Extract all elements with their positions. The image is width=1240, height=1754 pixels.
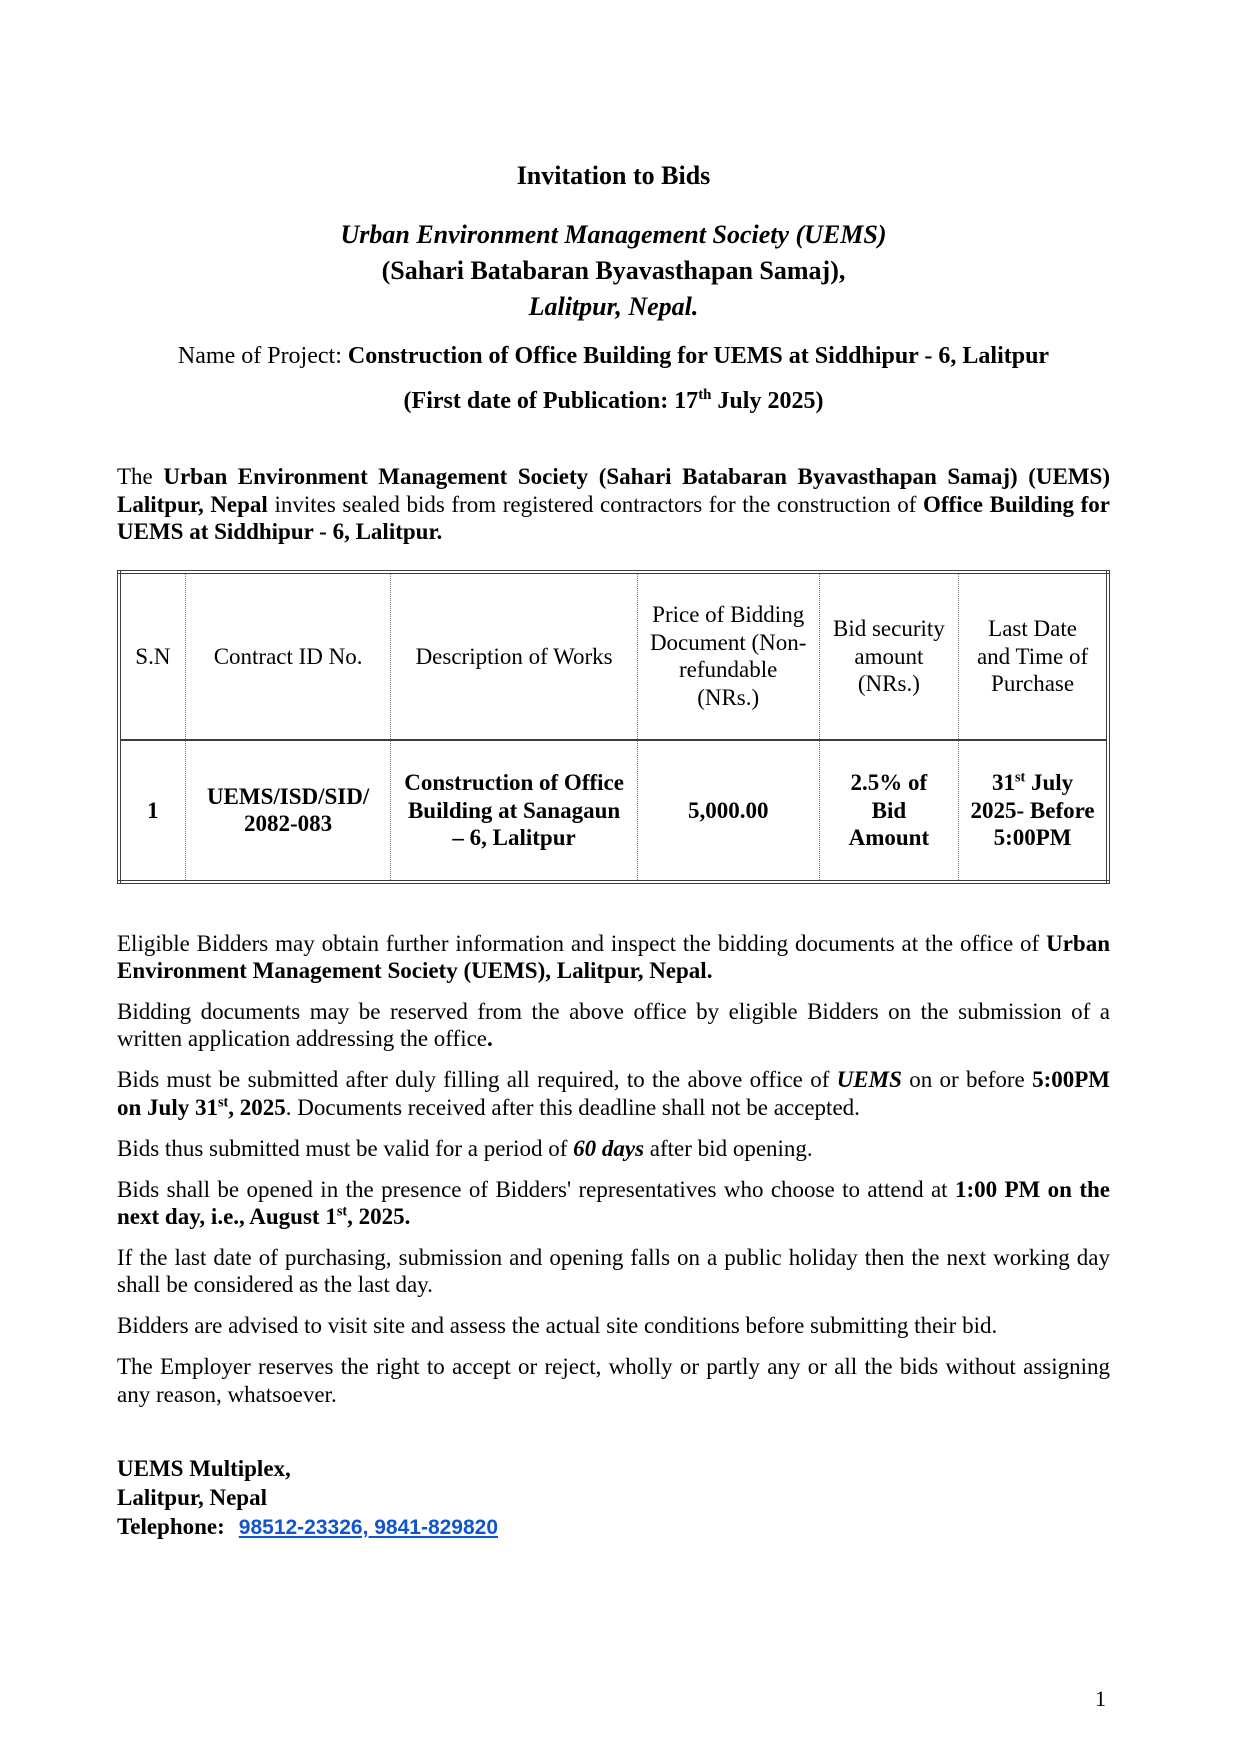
paragraph-employer-rights: The Employer reserves the right to accept or reject, wholly or partly any or all the bids without assigning any reason, whatsoever. [117, 1354, 1110, 1407]
col-header-sn: S.N [135, 643, 171, 669]
cell-last-date: 31st July 2025- Before 5:00PM [959, 740, 1108, 882]
paragraph-obtain-info: Eligible Bidders may obtain further information and inspect the bidding documents at the office of Urban Environment Management Society (UEMS), Lalitpur, Nepal. [117, 930, 1110, 984]
page-number: 1 [1095, 1686, 1106, 1711]
bid-table [117, 570, 1110, 884]
table-header-row [119, 572, 1108, 740]
col-header-last-date: Last Date and Time of Purchase [959, 572, 1108, 740]
col-header-price: Price of Bidding Document (Non-refundable (NRs.) [637, 572, 819, 740]
footer-location: Lalitpur, Nepal [117, 1484, 267, 1510]
telephone-link[interactable]: 98512-23326, 9841-829820 [238, 1516, 499, 1540]
contract-id-line2: 2082-083 [244, 811, 333, 837]
org-location: Lalitpur, Nepal. [528, 291, 699, 321]
publication-date-line: (First date of Publication: 17th July 2025) [403, 387, 824, 414]
org-name-nepali: (Sahari Batabaran Byavasthapan Samaj), [381, 256, 846, 286]
cell-price: 5,000.00 [637, 740, 819, 882]
cell-contract-id [185, 740, 391, 882]
paragraph-bid-opening: Bids shall be opened in the presence of Bidders' representatives who choose to attend at 1:00 PM on the next day, i.e., August 1st, 2025. [117, 1176, 1110, 1229]
col-header-contract-id: Contract ID No. [185, 572, 391, 740]
paragraph-reserve-documents: Bidding documents may be reserved from the above office by eligible Bidders on the submission of a written application addressing the office. [117, 999, 1110, 1052]
intro-paragraph: The Urban Environment Management Society (Sahari Batabaran Byavasthapan Samaj) (UEMS) Lalitpur, Nepal invites sealed bids from registered contractors for the construction of Office Building for UEMS at Siddhipur - 6, Lalitpur. [117, 464, 1110, 545]
table-row [119, 740, 1108, 882]
contract-id-line1: UEMS/ISD/SID/ [206, 783, 370, 809]
contact-block [117, 1454, 1110, 1542]
telephone-line [117, 1512, 1110, 1542]
document-title: Invitation to Bids [516, 161, 711, 190]
col-header-bid-security: Bid security amount (NRs.) [819, 572, 958, 740]
col-header-description: Description of Works [391, 572, 637, 740]
footer-org-name: UEMS Multiplex, [117, 1455, 291, 1481]
org-name: Urban Environment Management Society (UEMS) [340, 220, 887, 250]
project-name-line: Name of Project: Construction of Office Building for UEMS at Siddhipur - 6, Lalitpur [177, 342, 1050, 369]
paragraph-bid-validity: Bids thus submitted must be valid for a period of 60 days after bid opening. [117, 1135, 813, 1161]
telephone-label: Telephone: [117, 1514, 225, 1540]
paragraph-public-holiday: If the last date of purchasing, submission and opening falls on a public holiday then the next working day shall be considered as the last day. [117, 1245, 1110, 1298]
organization-block [117, 217, 1110, 325]
cell-description: Construction of Office Building at Sanagaun – 6, Lalitpur [391, 740, 637, 882]
paragraph-submission-deadline: Bids must be submitted after duly filling all required, to the above office of UEMS on or before 5:00PM on July 31st, 2025. Documents received after this deadline shall not be accepted. [117, 1067, 1110, 1120]
cell-bid-security: 2.5% of Bid Amount [819, 740, 958, 882]
cell-sn: 1 [119, 740, 185, 882]
paragraph-site-visit: Bidders are advised to visit site and assess the actual site conditions before submitting their bid. [117, 1313, 998, 1339]
